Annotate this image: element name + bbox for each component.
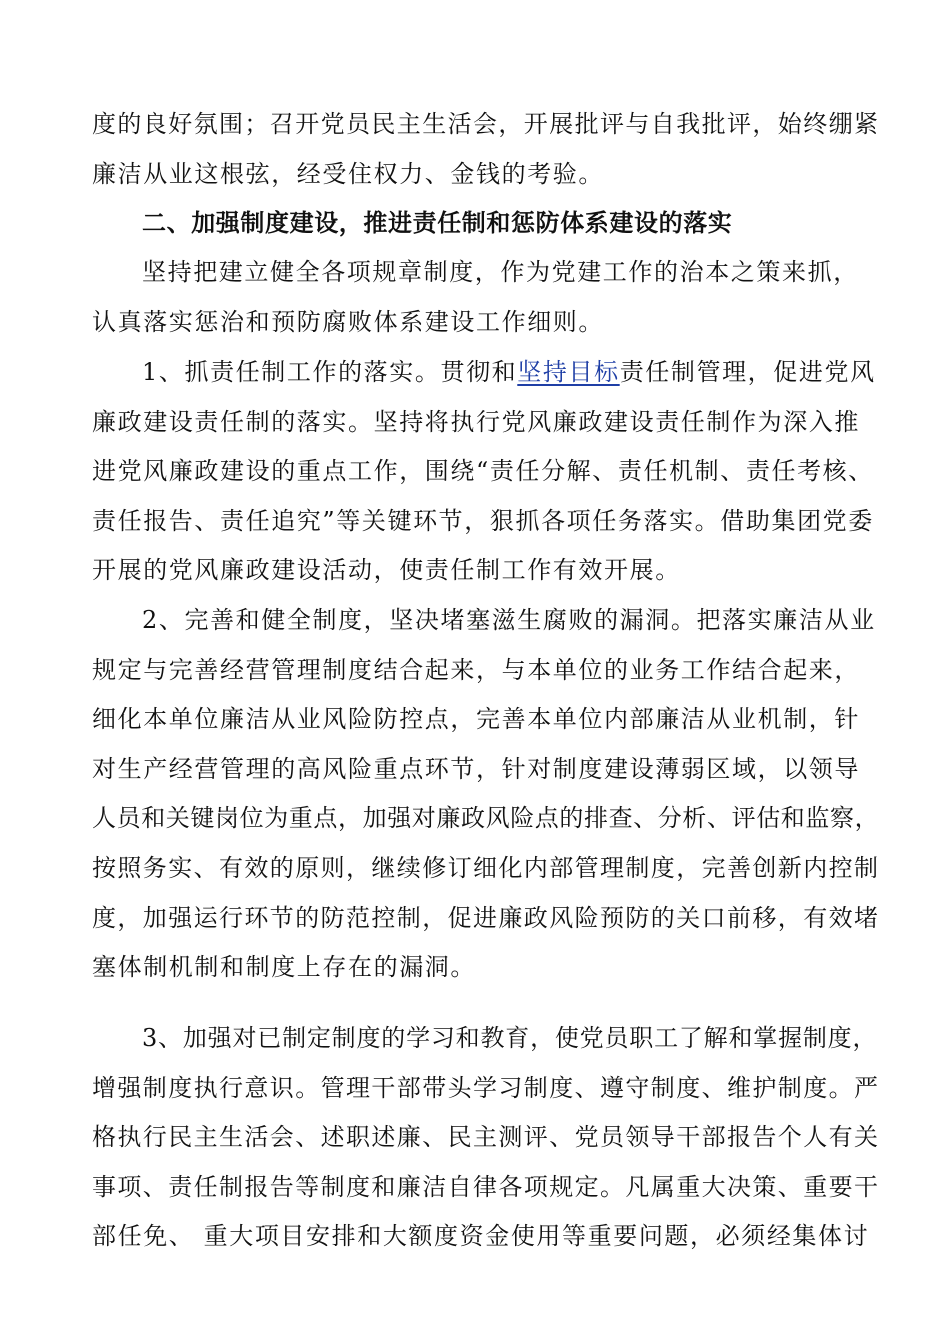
text-line: 人员和关键岗位为重点，加强对廉政风险点的排查、分析、评估和监察， (92, 804, 880, 833)
paragraph-section-intro (92, 248, 882, 347)
text-line: 进党风廉政建设的重点工作，围绕“责任分解、责任机制、责任考核、 (92, 457, 874, 486)
text-line: 格执行民主生活会、述职述廉、民主测评、党员领导干部报告个人有关 (92, 1123, 880, 1152)
paragraph-item-1 (92, 348, 882, 596)
text-line: 廉政建设责任制的落实。坚持将执行党风廉政建设责任制作为深入推 (92, 407, 860, 436)
heading-two: 二、加强制度建设，推进责任制和惩防体系建设的落实 (142, 209, 733, 237)
text-line: 认真落实惩治和预防腐败体系建设工作细则。 (92, 307, 604, 336)
text-line: 度，加强运行环节的防范控制，促进廉政风险预防的关口前移，有效堵 (92, 903, 880, 932)
paragraph-item-2 (92, 596, 882, 993)
text-line: 廉洁从业这根弦，经受住权力、金钱的考验。 (92, 159, 604, 188)
text-line: 责任报告、责任追究”等关键环节，狠抓各项任务落实。借助集团党委 (92, 506, 874, 535)
text-line: 3、加强对已制定制度的学习和教育，使党员职工了解和掌握制度， (142, 1024, 878, 1052)
text-line: 对生产经营管理的高风险重点环节，针对制度建设薄弱区域，以领导 (92, 754, 860, 783)
text-line: 事项、责任制报告等制度和廉洁自律各项规定。凡属重大决策、重要干 (92, 1172, 880, 1201)
text-line: 部任免、 重大项目安排和大额度资金使用等重要问题，必须经集体讨 (92, 1222, 870, 1251)
text-line: 塞体制机制和制度上存在的漏洞。 (92, 953, 476, 982)
text-segment: 责任制管理，促进党风 (619, 358, 876, 386)
text-line: 2、完善和健全制度，坚决堵塞滋生腐败的漏洞。把落实廉洁从业 (142, 606, 876, 634)
text-line: 增强制度执行意识。管理干部带头学习制度、遵守制度、维护制度。严 (92, 1073, 880, 1102)
text-line (92, 348, 882, 398)
paragraph-intro (92, 100, 882, 199)
text-line: 规定与完善经营管理制度结合起来，与本单位的业务工作结合起来， (92, 655, 860, 684)
hyperlink-target-responsibility[interactable]: 坚持目标 (517, 358, 620, 386)
paragraph-item-3 (92, 1014, 882, 1262)
text-line: 按照务实、有效的原则，继续修订细化内部管理制度，完善创新内控制 (92, 853, 880, 882)
text-segment: 1、抓责任制工作的落实。贯彻和 (142, 358, 518, 386)
text-line: 度的良好氛围；召开党员民主生活会，开展批评与自我批评，始终绷紧 (92, 110, 880, 138)
text-line: 开展的党风廉政建设活动，使责任制工作有效开展。 (92, 556, 681, 585)
section-heading (92, 199, 882, 249)
text-line: 坚持把建立健全各项规章制度，作为党建工作的治本之策来抓， (142, 258, 859, 286)
text-line: 细化本单位廉洁从业风险防控点，完善本单位内部廉洁从业机制，针 (92, 705, 860, 734)
